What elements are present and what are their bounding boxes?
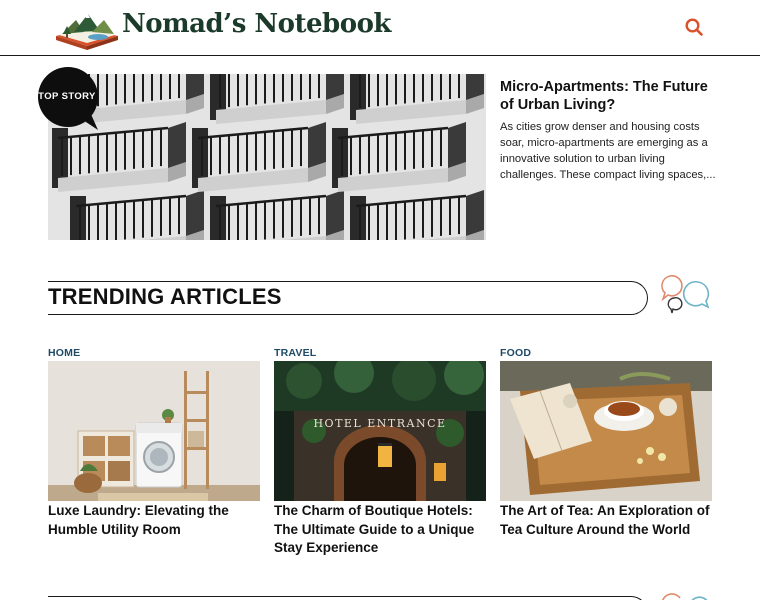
top-story-title[interactable]: Micro-Apartments: The Future of Urban Living? xyxy=(500,79,708,113)
card-title-laundry[interactable]: Luxe Laundry: Elevating the Humble Utility Room xyxy=(48,503,229,537)
top-story-image[interactable] xyxy=(48,74,486,240)
card-category-home[interactable]: HOME xyxy=(48,347,81,359)
speech-bubbles-icon xyxy=(656,272,714,316)
card-title-hotels[interactable]: The Charm of Boutique Hotels: The Ultimate Guide to a Unique Stay Experience xyxy=(274,503,475,555)
search-icon[interactable] xyxy=(684,17,704,37)
card-image-tea[interactable] xyxy=(500,361,712,501)
trending-heading: TRENDING ARTICLES xyxy=(48,284,282,309)
card-title-tea[interactable]: The Art of Tea: An Exploration of Tea Culture Around the World xyxy=(500,503,710,537)
book-landscape-icon[interactable] xyxy=(54,6,120,52)
card-category-travel[interactable]: TRAVEL xyxy=(274,347,317,359)
top-story-excerpt: As cities grow denser and housing costs soar, micro-apartments are emerging as a innovative solution to urban living challenges. These compact living spaces,... xyxy=(500,121,716,181)
top-story-badge-label: TOP STORY xyxy=(38,91,96,102)
card-image-laundry[interactable] xyxy=(48,361,260,501)
hotel-sign-text: HOTEL ENTRANCE xyxy=(313,417,447,430)
speech-bubbles-icon-partial xyxy=(656,588,714,600)
site-header xyxy=(0,0,760,56)
card-image-hotel[interactable] xyxy=(274,361,486,501)
next-section-heading-frame xyxy=(48,596,648,600)
card-category-food[interactable]: FOOD xyxy=(500,347,532,359)
site-brand[interactable]: Nomad’s Notebook xyxy=(122,9,391,39)
